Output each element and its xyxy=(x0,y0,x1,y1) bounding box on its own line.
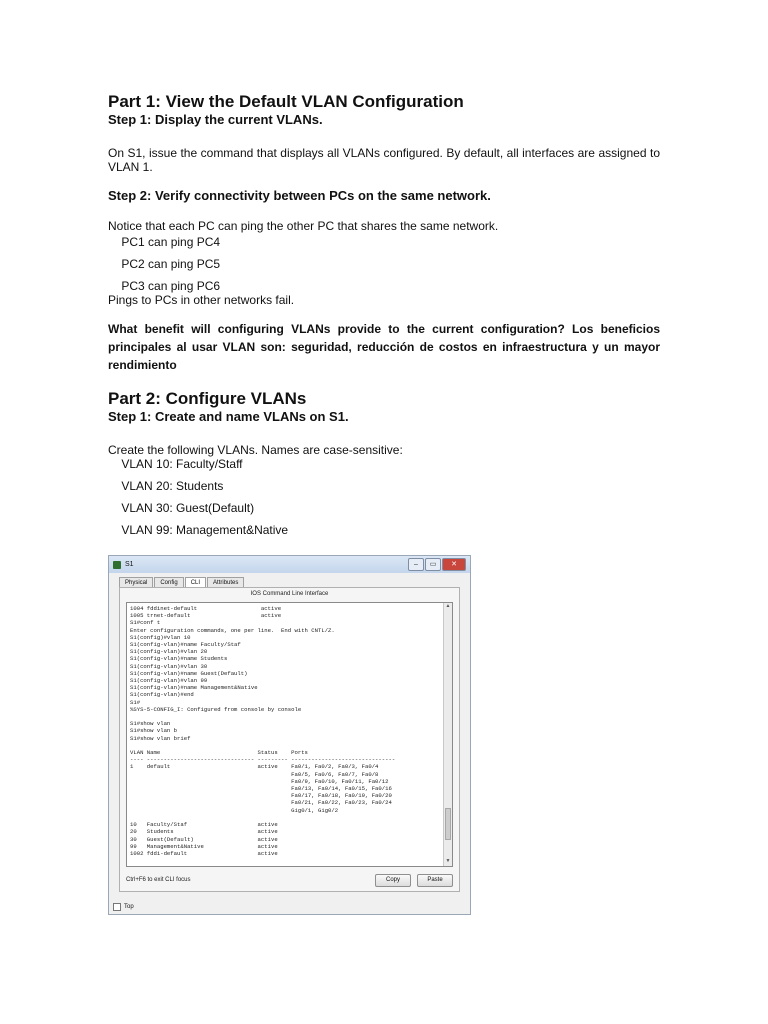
app-logo-icon xyxy=(113,561,121,569)
part1-bullet-3: PC3 can ping PC6 xyxy=(121,279,221,293)
top-checkbox[interactable] xyxy=(113,903,121,911)
tab-cli[interactable]: CLI xyxy=(185,577,206,590)
tab-attributes[interactable]: Attributes xyxy=(207,577,244,590)
cli-panel-title: IOS Command Line Interface xyxy=(250,591,329,597)
window-titlebar xyxy=(109,556,470,573)
part2-title: Part 2: Configure VLANs xyxy=(108,389,307,408)
top-option[interactable] xyxy=(113,903,134,911)
document-body xyxy=(108,92,660,537)
cli-focus-hint: Ctrl+F6 to exit CLI focus xyxy=(126,877,191,883)
tab-physical[interactable]: Physical xyxy=(119,577,153,590)
close-icon[interactable]: ✕ xyxy=(442,558,466,571)
console-scrollbar[interactable] xyxy=(443,603,452,866)
part1-bullet-2: PC2 can ping PC5 xyxy=(121,257,221,271)
part2-step1: Step 1: Create and name VLANs on S1. xyxy=(108,409,349,424)
part2-bullet-3: VLAN 30: Guest(Default) xyxy=(121,501,255,515)
s1-window-screenshot xyxy=(108,555,471,915)
part2-bullet-1: VLAN 10: Faculty/Staff xyxy=(121,457,243,471)
copy-button[interactable]: Copy xyxy=(375,874,411,887)
part1-step2: Step 2: Verify connectivity between PCs on the same network. xyxy=(108,188,491,203)
maximize-icon[interactable]: ▭ xyxy=(425,558,441,571)
window-title: S1 xyxy=(125,561,134,568)
part1-step1: Step 1: Display the current VLANs. xyxy=(108,112,323,127)
cli-panel xyxy=(119,587,460,892)
scroll-down-icon[interactable]: ▼ xyxy=(445,858,451,864)
minimize-icon[interactable]: – xyxy=(408,558,424,571)
part2-bullet-4: VLAN 99: Management&Native xyxy=(121,523,289,537)
scroll-up-icon[interactable]: ▲ xyxy=(445,603,451,609)
part1-title: Part 1: View the Default VLAN Configuration xyxy=(108,92,464,111)
part1-after-bullets: Pings to PCs in other networks fail. xyxy=(108,293,295,307)
paste-button[interactable]: Paste xyxy=(417,874,453,887)
top-label: Top xyxy=(124,904,134,910)
tab-config[interactable]: Config xyxy=(154,577,183,590)
part2-step1-text: Create the following VLANs. Names are case-sensitive: xyxy=(108,443,403,457)
scroll-thumb[interactable] xyxy=(445,808,451,840)
part1-step1-text: On S1, issue the command that displays all VLANs configured. By default, all interfaces are assigned to VLAN 1. xyxy=(108,146,660,174)
window-controls xyxy=(407,558,466,571)
cli-console[interactable] xyxy=(126,602,453,867)
part1-question: What benefit will configuring VLANs provide to the current configuration? Los beneficios principales al usar VLAN son: seguridad, reducción de costos en infraestructura y un mayor rendimiento xyxy=(108,322,660,372)
console-output: 1004 fddinet-default active 1005 trnet-default active S1#conf t Enter configuration commands, one per line. End with CNTL/Z. S1(config)#vlan 10 S1(config-vlan)#name Faculty/Staf S1(config-vlan)#vlan 20 S1(config-vlan)#name Students S1(config-vlan)#vlan 30 S1(config-vlan)#name Guest(Default) S1(config-vlan)#vlan 99 S1(config-vlan)#name Management&Native S1(config-vlan)#end S1# %SYS-5-CONFIG_I: Configured from console by console S1#show vlan S1#show vlan b S1#show vlan brief VLAN Name Status Ports ---- -------------------------------- --------- ------------------------------- 1 default active Fa0/1, Fa0/2, Fa0/3, Fa0/4 Fa0/5, Fa0/6, Fa0/7, Fa0/8 Fa0/9, Fa0/10, Fa0/11, Fa0/12 Fa0/13, Fa0/14, Fa0/15, Fa0/16 Fa0/17, Fa0/18, Fa0/19, Fa0/20 Fa0/21, Fa0/22, Fa0/23, Fa0/24 Gig0/1, Gig0/2 10 Faculty/Staf active 20 Students active 30 Guest(Default) active 99 Management&Native active 1002 fddi-default active xyxy=(130,605,396,857)
part1-bullet-1: PC1 can ping PC4 xyxy=(121,235,221,249)
part1-step2-text: Notice that each PC can ping the other PC that shares the same network. xyxy=(108,219,499,233)
cli-footer xyxy=(126,873,453,887)
part2-bullet-2: VLAN 20: Students xyxy=(121,479,224,493)
